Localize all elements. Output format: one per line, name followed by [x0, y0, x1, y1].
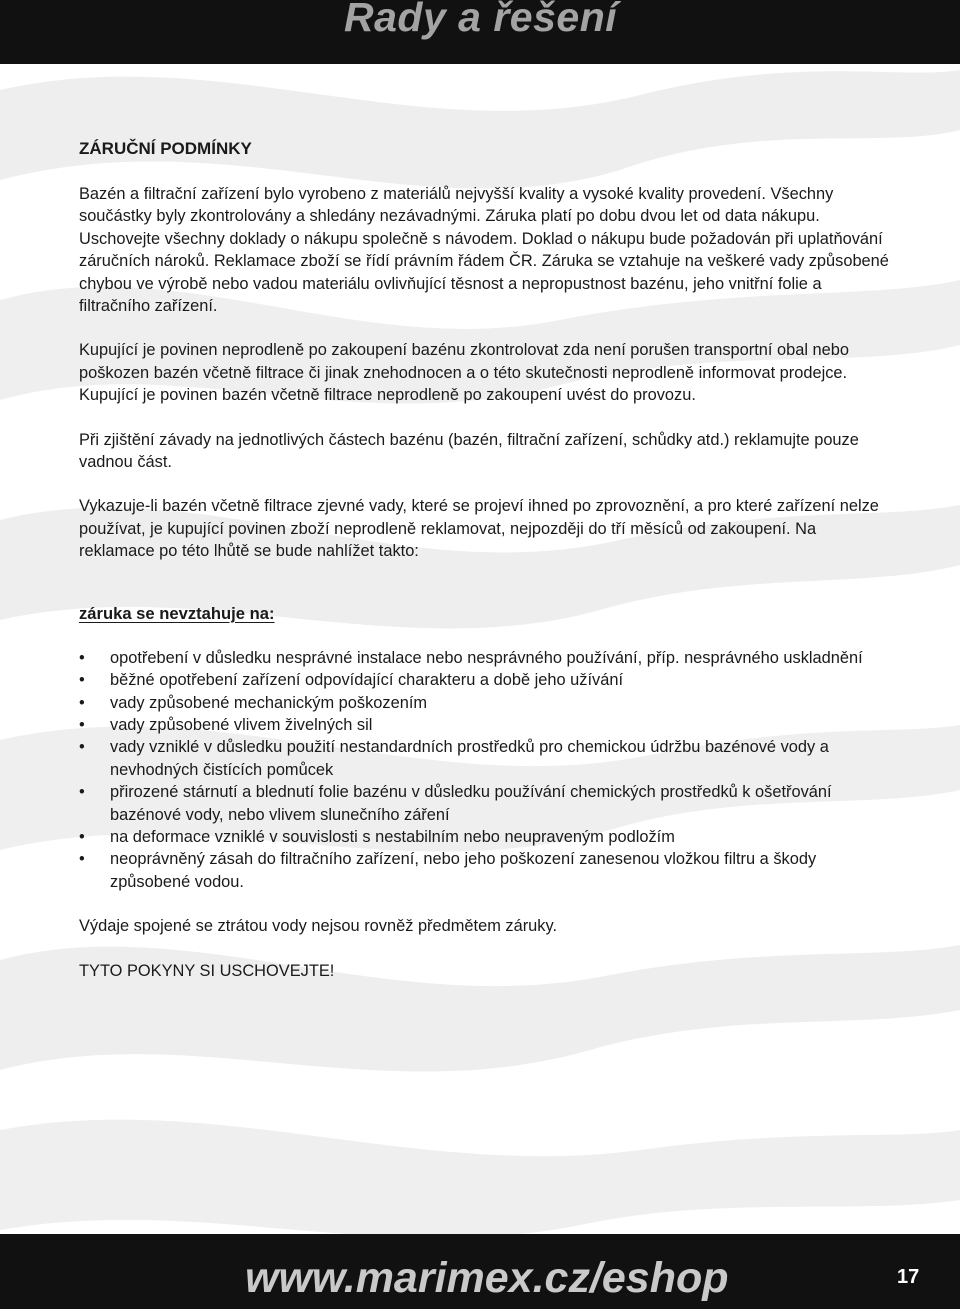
page-number: 17: [897, 1266, 920, 1288]
bullet-icon: •: [79, 693, 85, 712]
bullet-icon: •: [79, 783, 85, 802]
warranty-paragraph: Kupující je povinen neprodleně po zakoupení bazénu zkontrolovat zda není porušen transportní obal nebo poškozen bazén včetně filtrace či jinak znehodnocen a o této skutečnosti neprodleně informovat prodejce. Kupující je povinen bazén včetně filtrace neprodleně po zakoupení uvést do provozu.: [79, 341, 849, 405]
header-bar: [0, 0, 960, 64]
list-item: [79, 714, 889, 736]
list-item-text: neoprávněný zásah do filtračního zařízení, nebo jeho poškození zanesenou vložkou filtru a škody způsobené vodou.: [110, 850, 817, 891]
warranty-section: [79, 136, 889, 1004]
list-item: [79, 669, 889, 691]
exclusions-list: [79, 647, 889, 893]
keep-instructions-note: TYTO POKYNY SI USCHOVEJTE!: [79, 961, 335, 980]
list-item: [79, 826, 889, 848]
bullet-icon: •: [79, 827, 85, 846]
list-item: [79, 736, 889, 781]
list-item: [79, 647, 889, 669]
list-item-text: přirozené stárnutí a blednutí folie bazénu v důsledku používání chemických prostředků k ošetřování bazénové vody, nebo vlivem slunečního záření: [110, 783, 832, 824]
list-item-text: vady vzniklé v důsledku použití nestandardních prostředků pro chemickou údržbu bazénové vody a nevhodných čistících pomůcek: [110, 738, 829, 779]
list-item: [79, 692, 889, 714]
bullet-icon: •: [79, 671, 85, 690]
footer-bar: [0, 1234, 960, 1309]
exclusions-heading: záruka se nevztahuje na:: [79, 603, 275, 623]
warranty-paragraph: Bazén a filtrační zařízení bylo vyrobeno z materiálů nejvyšší kvality a vysoké kvality provedení. Všechny součástky byly zkontrolovány a shledány nezávadnými. Záruka platí po dobu dvou let od data nákupu. Uschovejte všechny doklady o nákupu společně s návodem. Doklad o nákupu bude požadován při uplatňování záručních nároků. Reklamace zboží se řídí právním řádem ČR. Záruka se vztahuje na veškeré vady způsobené chybou ve výrobě nebo vadou materiálu ovlivňující těsnost a nepropustnost bazénu, jeho vnitřní folie a filtračního zařízení.: [79, 185, 889, 316]
bullet-icon: •: [79, 648, 85, 667]
list-item: [79, 781, 889, 826]
eshop-url: www.marimex.cz/eshop: [245, 1254, 729, 1302]
water-loss-note: Výdaje spojené se ztrátou vody nejsou rovněž předmětem záruky.: [79, 917, 558, 936]
list-item-text: běžné opotřebení zařízení odpovídající charakteru a době jeho užívání: [110, 671, 624, 690]
list-item-text: na deformace vzniklé v souvislosti s nestabilním nebo neupraveným podložím: [110, 827, 675, 846]
list-item-text: vady způsobené vlivem živelných sil: [110, 715, 373, 734]
bullet-icon: •: [79, 715, 85, 734]
page-title: Rady a řešení: [344, 0, 618, 40]
list-item-text: opotřebení v důsledku nesprávné instalace nebo nesprávného používání, příp. nesprávného uskladnění: [110, 648, 863, 667]
section-title: ZÁRUČNÍ PODMÍNKY: [79, 139, 252, 158]
warranty-paragraph: Vykazuje-li bazén včetně filtrace zjevné vady, které se projeví ihned po zprovoznění, a pro které zařízení nelze používat, je kupující povinen zboží neprodleně reklamovat, nejpozději do tří měsíců od zakoupení. Na reklamace po této lhůtě se bude nahlížet takto:: [79, 497, 879, 561]
bullet-icon: •: [79, 850, 85, 869]
warranty-paragraph: Při zjištění závady na jednotlivých částech bazénu (bazén, filtrační zařízení, schůdky atd.) reklamujte pouze vadnou část.: [79, 430, 859, 472]
wave-shape: [0, 1120, 960, 1238]
list-item: [79, 848, 889, 893]
list-item-text: vady způsobené mechanickým poškozením: [110, 693, 428, 712]
bullet-icon: •: [79, 738, 85, 757]
